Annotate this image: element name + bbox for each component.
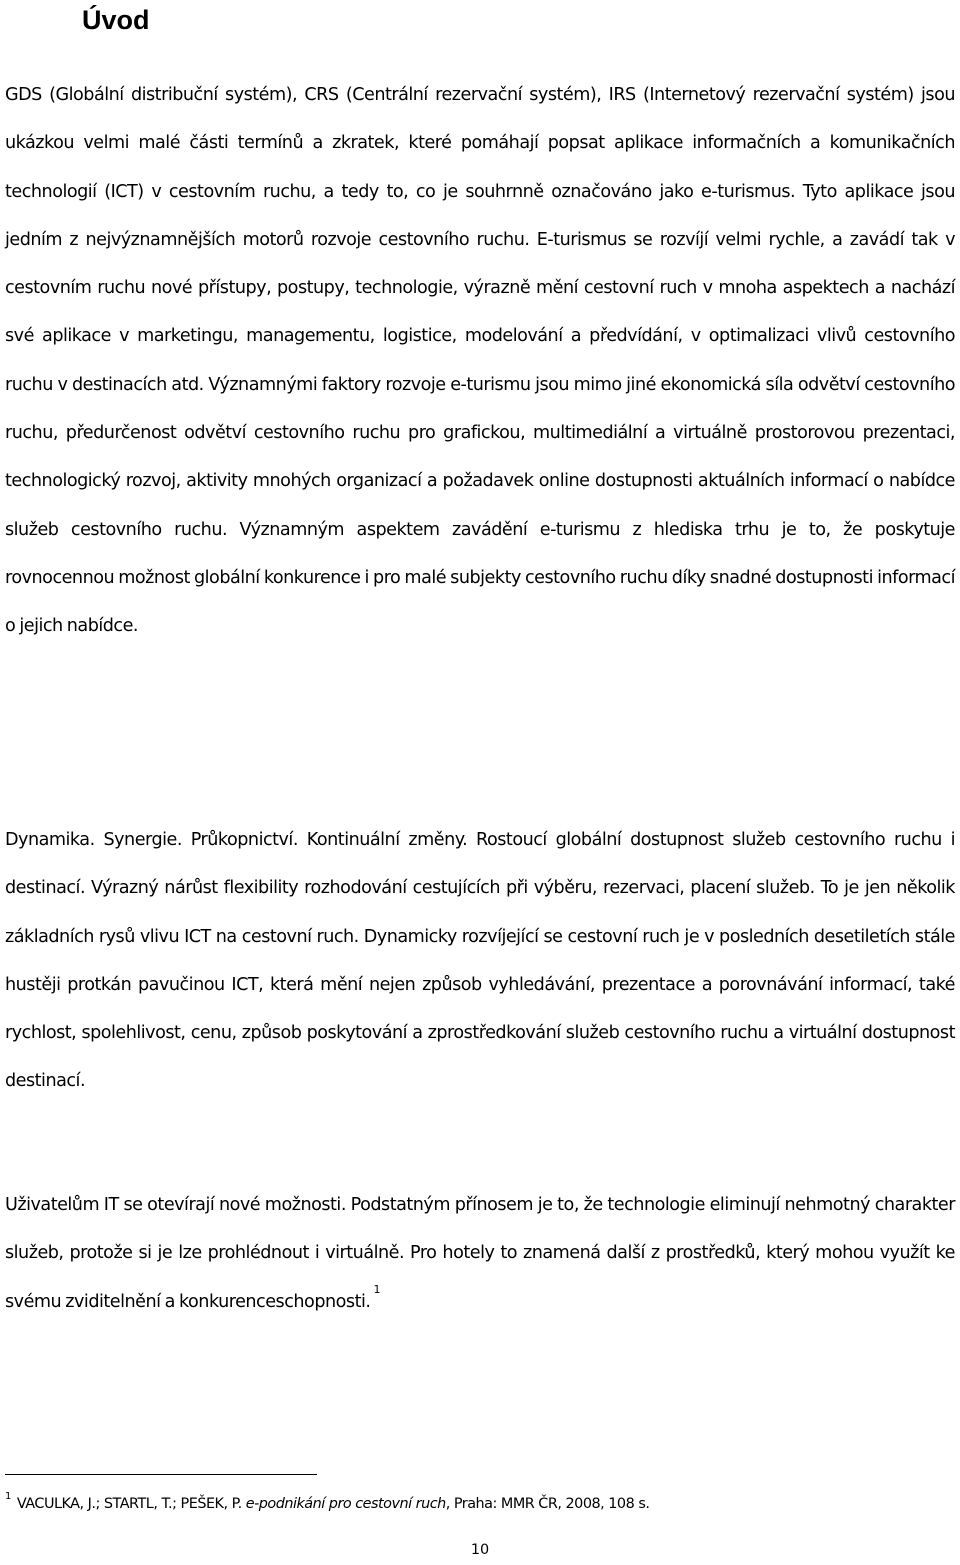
page-number: 10 (470, 1542, 490, 1558)
footnote-authors: VACULKA, J.; STARTL, T.; PEŠEK, P. (16, 1496, 242, 1512)
footnote-number: 1 (5, 1491, 11, 1502)
footnote-reference[interactable]: 1 (373, 1282, 380, 1296)
paragraph-intro: GDS (Globální distribuční systém), CRS (Centrální rezervační systém), IRS (Internetový rezervační systém) jsou ukázkou velmi malé části termínů a zkratek, které pomáhají popsat aplikace informačních a komunikačních technologií (ICT) v cestovním ruchu, a tedy to, co je souhrnně označováno jako e-turismus. Tyto aplikace jsou jedním z nejvýznamnějších motorů rozvoje cestovního ruchu. E-turismus se rozvíjí velmi rychle, a zavádí tak v cestovním ruchu nové přístupy, postupy, technologie, výrazně mění cestovní ruch v mnoha aspektech a nachází své aplikace v marketingu, managementu, logistice, modelování a předvídání, v optimalizaci vlivů cestovního ruchu v destinacích atd. Významnými faktory rozvoje e-turismu jsou mimo jiné ekonomická síla odvětví cestovního ruchu, předurčenost odvětví cestovního ruchu pro grafickou, multimediální a virtuálně prostorovou prezentaci, technologický rozvoj, aktivity mnohých organizací a požadavek online dostupnosti aktuálních informací o nabídce služeb cestovního ruchu. Významným aspektem zavádění e-turismu z hlediska trhu je to, že poskytuje rovnocennou možnost globální konkurence i pro malé subjekty cestovního ruchu díky snadné dostupnosti informací o jejich nabídce. (5, 85, 955, 637)
paragraph-dynamics: Dynamika. Synergie. Průkopnictví. Kontinuální změny. Rostoucí globální dostupnost služeb cestovního ruchu i destinací. Výrazný nárůst flexibility rozhodování cestujících při výběru, rezervaci, placení služeb. To je jen několik základních rysů vlivu ICT na cestovní ruch. Dynamicky rozvíjející se cestovní ruch je v posledních desetiletích stále hustěji protkán pavučinou ICT, která mění nejen způsob vyhledávání, prezentace a porovnávání informací, také rychlost, spolehlivost, cenu, způsob poskytování a zprostředkování služeb cestovního ruchu a virtuální dostupnost destinací. (5, 830, 955, 1092)
footnote-title: e-podnikání pro cestovní ruch (245, 1496, 446, 1512)
paragraph-users (5, 1181, 955, 1326)
paragraph-users-text: Uživatelům IT se otevírají nové možnosti. Podstatným přínosem je to, že technologie eliminují nehmotný charakter služeb, protože si je lze prohlédnout i virtuálně. Pro hotely to znamená další z prostředků, který mohou využít ke svému zviditelnění a konkurenceschopnosti. (5, 1195, 955, 1312)
footnote (5, 1493, 955, 1515)
footnote-separator (5, 1474, 317, 1475)
section-heading: Úvod (82, 5, 150, 35)
footnote-publication: , Praha: MMR ČR, 2008, 108 s. (445, 1496, 650, 1512)
